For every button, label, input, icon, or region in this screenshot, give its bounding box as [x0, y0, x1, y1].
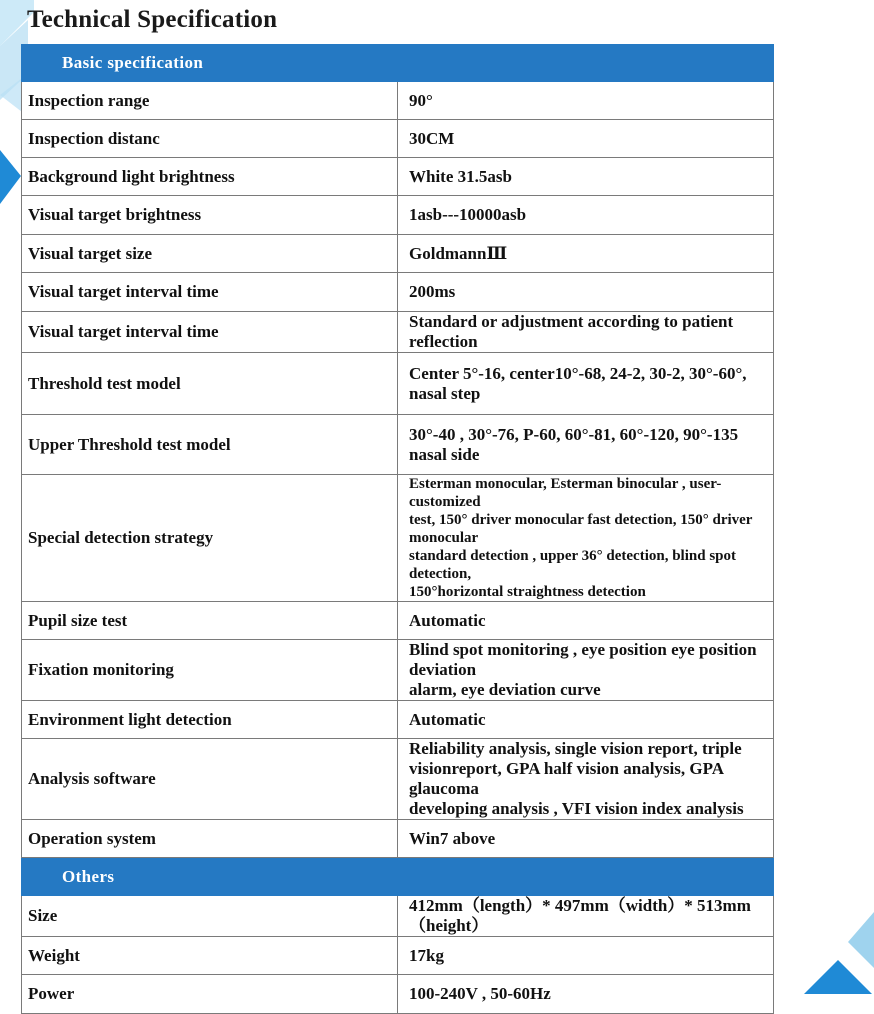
table-row [22, 820, 774, 858]
table-row [22, 235, 774, 273]
spec-value: Blind spot monitoring , eye position eye position deviation alarm, eye deviation curve [398, 640, 774, 701]
table-row [22, 82, 774, 120]
section-title: Basic specification [22, 45, 774, 82]
section-title: Others [22, 858, 774, 896]
spec-label: Threshold test model [22, 353, 398, 415]
spec-table [21, 44, 774, 1014]
spec-label: Power [22, 975, 398, 1014]
spec-label: Operation system [22, 820, 398, 858]
spec-value: 100-240V , 50-60Hz [398, 975, 774, 1014]
spec-value: 30°-40 , 30°-76, P-60, 60°-81, 60°-120, 90°-135 nasal side [398, 415, 774, 475]
table-row [22, 896, 774, 937]
spec-value: 200ms [398, 273, 774, 312]
table-row [22, 475, 774, 602]
spec-label: Visual target brightness [22, 196, 398, 235]
spec-value: Esterman monocular, Esterman binocular , user-customized test, 150° driver monocular fast detection, 150° driver monocular standard detection , upper 36° detection, blind spot detection, 150°horizontal straightness detection [398, 475, 774, 602]
table-row [22, 158, 774, 196]
spec-value: Automatic [398, 602, 774, 640]
table-row [22, 739, 774, 820]
table-row [22, 312, 774, 353]
spec-value: Automatic [398, 701, 774, 739]
table-row [22, 353, 774, 415]
table-row [22, 415, 774, 475]
spec-value: Center 5°-16, center10°-68, 24-2, 30-2, 30°-60°, nasal step [398, 353, 774, 415]
spec-label: Visual target interval time [22, 312, 398, 353]
spec-value: Reliability analysis, single vision report, triple visionreport, GPA half vision analysis, GPA glaucoma developing analysis , VFI vision index analysis [398, 739, 774, 820]
table-row [22, 273, 774, 312]
spec-label: Pupil size test [22, 602, 398, 640]
table-row [22, 120, 774, 158]
table-row [22, 640, 774, 701]
table-row [22, 196, 774, 235]
spec-label: Inspection distanc [22, 120, 398, 158]
spec-value: Standard or adjustment according to patient reflection [398, 312, 774, 353]
spec-label: Inspection range [22, 82, 398, 120]
spec-label: Visual target size [22, 235, 398, 273]
table-row [22, 602, 774, 640]
spec-value: White 31.5asb [398, 158, 774, 196]
spec-label: Environment light detection [22, 701, 398, 739]
spec-label: Size [22, 896, 398, 937]
spec-value: 412mm（length）* 497mm（width）* 513mm（height） [398, 896, 774, 937]
spec-label: Background light brightness [22, 158, 398, 196]
corner-decoration-bottom-right [794, 912, 874, 994]
spec-value: 30CM [398, 120, 774, 158]
spec-value: 17kg [398, 937, 774, 975]
section-header-others [22, 858, 774, 896]
table-row [22, 701, 774, 739]
table-row [22, 937, 774, 975]
spec-label: Analysis software [22, 739, 398, 820]
spec-value: 90° [398, 82, 774, 120]
spec-value: Win7 above [398, 820, 774, 858]
section-header-basic [22, 45, 774, 82]
spec-label: Fixation monitoring [22, 640, 398, 701]
spec-label: Special detection strategy [22, 475, 398, 602]
spec-value: 1asb---10000asb [398, 196, 774, 235]
page-title: Technical Specification [27, 6, 278, 33]
spec-label: Weight [22, 937, 398, 975]
spec-label: Upper Threshold test model [22, 415, 398, 475]
spec-label: Visual target interval time [22, 273, 398, 312]
table-row [22, 975, 774, 1014]
spec-value: GoldmannⅢ [398, 235, 774, 273]
